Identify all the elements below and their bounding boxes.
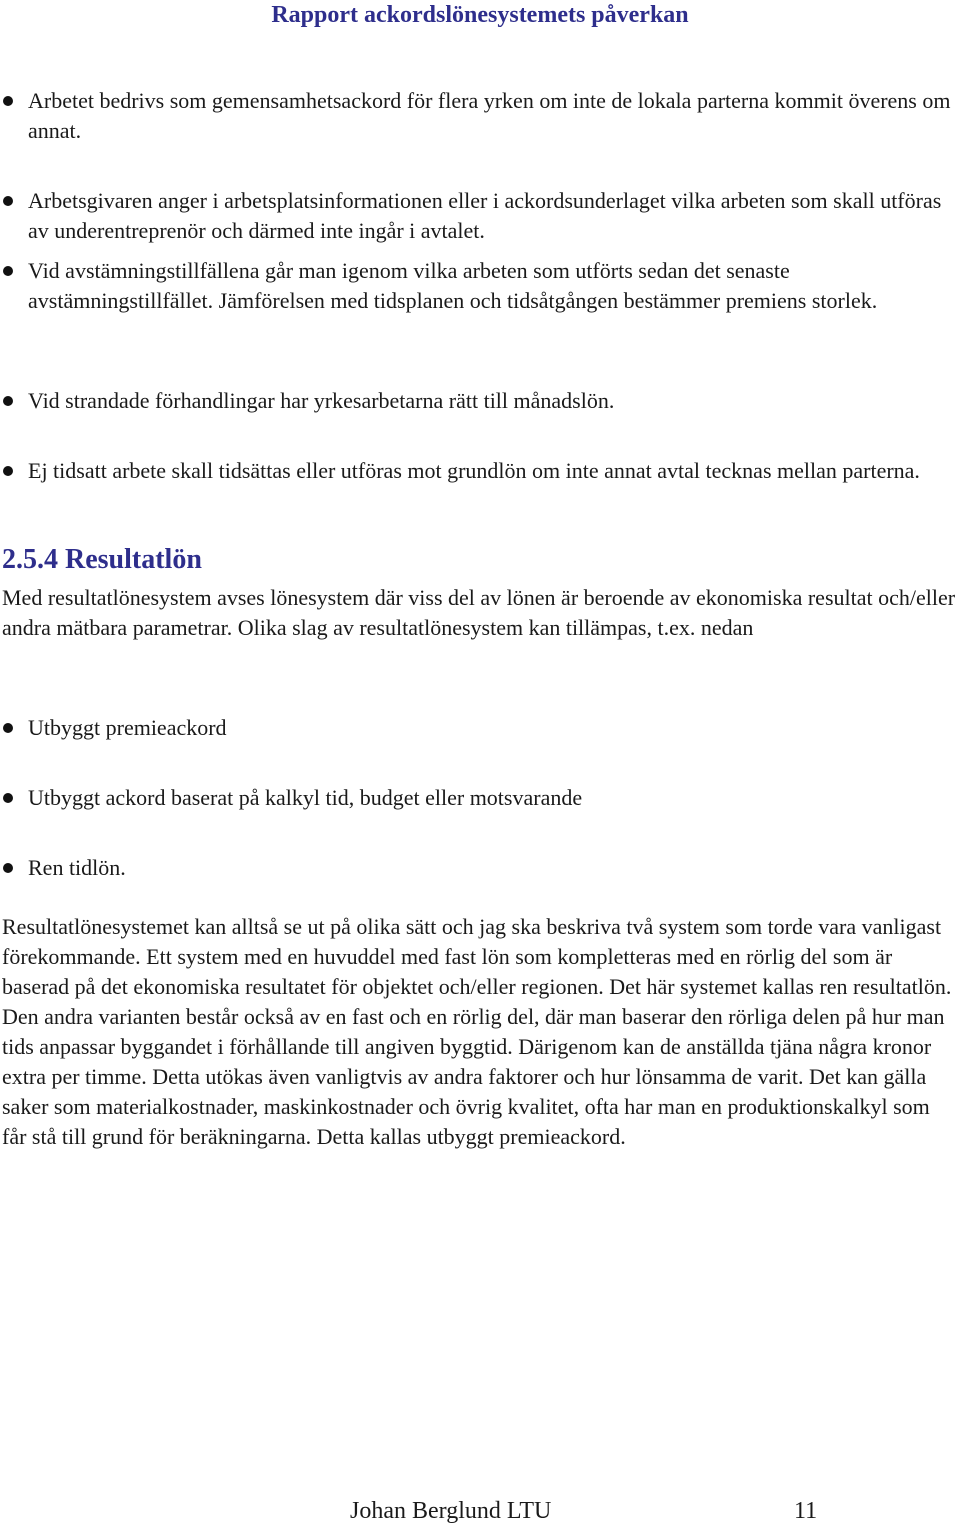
list-item [0, 256, 952, 316]
list-item-text: Utbyggt ackord baserat på kalkyl tid, budget eller motsvarande [28, 785, 583, 810]
list-item-text: Vid strandade förhandlingar har yrkesarbetarna rätt till månadslön. [28, 388, 615, 413]
list-item [0, 853, 952, 883]
list-item [0, 386, 952, 416]
list-item [0, 713, 952, 743]
list-item-text: Ren tidlön. [28, 855, 126, 880]
list-item [0, 186, 952, 246]
bullet-icon [3, 863, 13, 873]
bullet-icon [3, 396, 13, 406]
bullet-icon [3, 196, 13, 206]
footer-author: Johan Berglund LTU [350, 1498, 552, 1524]
page-number: 11 [794, 1498, 818, 1524]
bullet-icon [3, 793, 13, 803]
list-item-text: Utbyggt premieackord [28, 715, 227, 740]
body-paragraph: Resultatlönesystemet kan alltså se ut på olika sätt och jag ska beskriva två system som torde vara vanligast förekommande. Ett system med en huvuddel med fast lön som kompletteras med en rörlig del som är baserad på det ekonomiska resultatet för objektet och/eller regionen. Det här systemet kallas ren resultatlön. Den andra varianten består också av en fast och en rörlig del, där man baserar den rörliga delen på hur man tids anpassar byggandet i förhållande till angiven byggtid. Därigenom kan de anställda tjäna några kronor extra per timme. Detta utökas även vanligtvis av andra faktorer och hur lönsamma de varit. Det kan gälla saker som materialkostnader, maskinkostnader och övrig kvalitet, ofta har man en produktionskalkyl som får stå till grund för beräkningarna. Detta kallas utbyggt premieackord. [2, 914, 952, 1149]
page-title: Rapport ackordslönesystemets påverkan [271, 2, 689, 28]
bullet-icon [3, 96, 13, 106]
bullet-icon [3, 466, 13, 476]
list-item-text: Arbetsgivaren anger i arbetsplatsinformationen eller i ackordsunderlaget vilka arbeten som skall utföras av underentreprenör och därmed inte ingår i avtalet. [28, 188, 942, 243]
section-intro: Med resultatlönesystem avses lönesystem där viss del av lönen är beroende av ekonomiska resultat och/eller andra mätbara parametrar. Olika slag av resultatlönesystem kan tillämpas, t.ex. nedan [2, 585, 956, 640]
list-item-text: Vid avstämningstillfällena går man igenom vilka arbeten som utförts sedan det senaste avstämningstillfället. Jämförelsen med tidsplanen och tidsåtgången bestämmer premiens storlek. [28, 258, 878, 313]
bullet-icon [3, 723, 13, 733]
list-item [0, 86, 952, 146]
list-item [0, 456, 952, 486]
list-item-text: Ej tidsatt arbete skall tidsättas eller utföras mot grundlön om inte annat avtal tecknas mellan parterna. [28, 458, 920, 483]
section-heading: 2.5.4 Resultatlön [2, 544, 202, 575]
list-item-text: Arbetet bedrivs som gemensamhetsackord för flera yrken om inte de lokala parterna kommit överens om annat. [28, 88, 951, 143]
bullet-icon [3, 266, 13, 276]
list-item [0, 783, 952, 813]
